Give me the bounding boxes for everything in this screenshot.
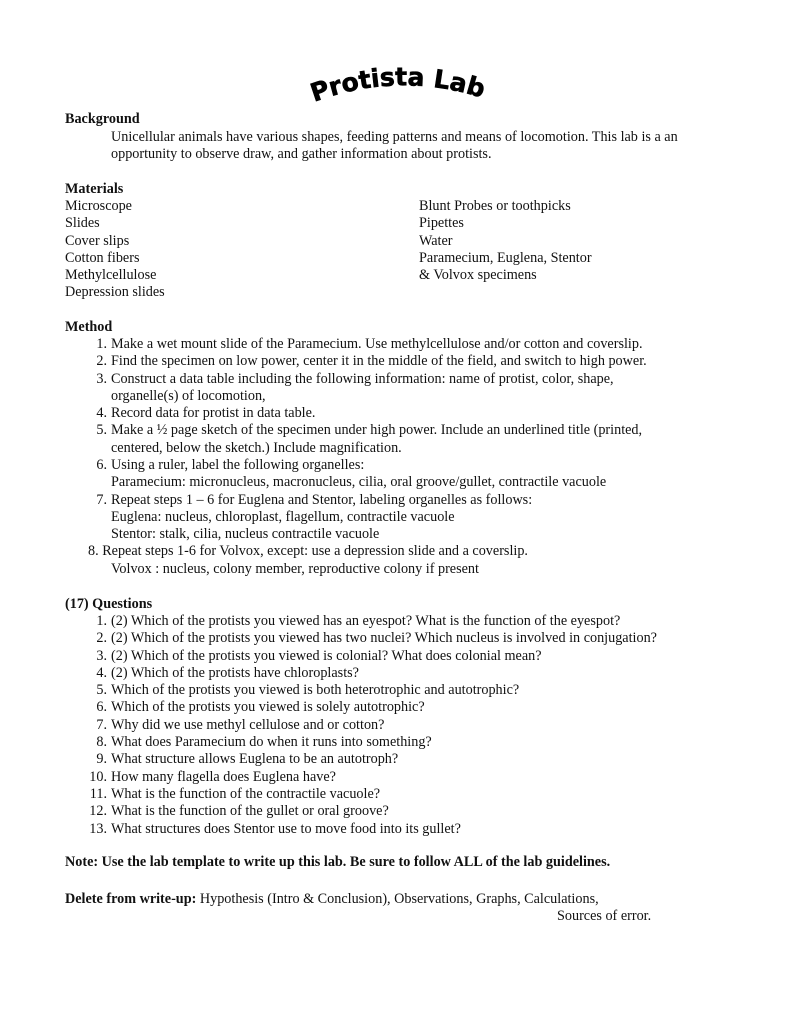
materials-left-list bbox=[65, 198, 165, 302]
background-heading: Background bbox=[65, 111, 140, 127]
material-item: Paramecium, Euglena, Stentor bbox=[419, 249, 592, 266]
question-number: 3. bbox=[96, 647, 107, 664]
material-item: & Volvox specimens bbox=[419, 267, 537, 284]
method-heading: Method bbox=[65, 319, 113, 335]
question-item bbox=[89, 820, 657, 838]
step-number: 5. bbox=[96, 422, 107, 439]
title-text: Protista Lab bbox=[306, 62, 489, 108]
question-item bbox=[96, 630, 657, 647]
question-item bbox=[96, 734, 657, 751]
step-number: 6. bbox=[96, 457, 107, 474]
step-text: Stentor: stalk, cilia, nucleus contractile vacuole bbox=[111, 526, 380, 543]
delete-text: Hypothesis (Intro & Conclusion), Observations, Graphs, Calculations, bbox=[199, 891, 599, 907]
question-number: 10. bbox=[89, 768, 107, 785]
questions-list bbox=[89, 613, 657, 838]
step-number: 3. bbox=[96, 370, 107, 387]
background-text: Unicellular animals have various shapes, feeding patterns and means of locomotion. This lab is a an opportunity to observe draw, and gather information about protists. bbox=[111, 129, 678, 163]
method-step bbox=[96, 336, 647, 353]
question-number: 13. bbox=[89, 820, 107, 837]
question-item bbox=[89, 768, 657, 786]
question-number: 8. bbox=[96, 734, 107, 751]
page-title bbox=[306, 62, 489, 108]
question-text: Why did we use methyl cellulose and or cotton? bbox=[111, 716, 385, 733]
material-item: Cotton fibers bbox=[65, 249, 140, 266]
question-text: How many flagella does Euglena have? bbox=[111, 768, 336, 785]
question-item bbox=[96, 647, 657, 665]
step-text: centered, below the sketch.) Include magnification. bbox=[111, 439, 402, 456]
material-item: Blunt Probes or toothpicks bbox=[419, 198, 571, 214]
materials-right-list bbox=[419, 198, 592, 284]
method-steps bbox=[96, 336, 647, 544]
material-item: Depression slides bbox=[65, 284, 165, 301]
method-step bbox=[96, 457, 647, 492]
material-item: Microscope bbox=[65, 198, 132, 214]
question-text: Which of the protists you viewed is both heterotrophic and autotrophic? bbox=[111, 682, 520, 699]
step-text: Construct a data table including the following information: name of protist, color, shape, bbox=[111, 370, 614, 387]
method-step bbox=[96, 370, 647, 406]
question-item bbox=[89, 785, 657, 803]
questions-heading: (17) Questions bbox=[65, 596, 153, 612]
question-text: What structure allows Euglena to be an autotroph? bbox=[111, 751, 399, 768]
question-item bbox=[96, 716, 657, 734]
note-text: Note: Use the lab template to write up this lab. Be sure to follow ALL of the lab guidelines. bbox=[65, 854, 611, 870]
question-item bbox=[96, 613, 657, 630]
material-item: Water bbox=[419, 232, 453, 249]
method-step bbox=[96, 422, 647, 457]
step-text: Using a ruler, label the following organelles: bbox=[111, 457, 365, 474]
question-text: What is the function of the contractile vacuole? bbox=[111, 785, 381, 802]
question-number: 9. bbox=[96, 751, 107, 768]
step-number: 4. bbox=[96, 405, 107, 422]
delete-line bbox=[65, 891, 599, 908]
step-text: Make a ½ page sketch of the specimen under high power. Include an underlined title (printed, bbox=[111, 422, 643, 439]
question-item bbox=[96, 682, 657, 699]
question-text: (2) Which of the protists you viewed has two nuclei? Which nucleus is involved in conjugation? bbox=[111, 630, 657, 647]
question-number: 5. bbox=[96, 682, 107, 699]
method-step-8-detail: Volvox : nucleus, colony member, reproductive colony if present bbox=[111, 561, 479, 577]
question-number: 11. bbox=[89, 785, 107, 802]
question-text: (2) Which of the protists you viewed is colonial? What does colonial mean? bbox=[111, 647, 542, 664]
question-text: What is the function of the gullet or oral groove? bbox=[111, 803, 389, 820]
question-number: 12. bbox=[89, 803, 107, 820]
title-wordart bbox=[306, 62, 489, 108]
question-text: What structures does Stentor use to move food into its gullet? bbox=[111, 820, 461, 837]
method-step-8: 8. Repeat steps 1-6 for Volvox, except: use a depression slide and a coverslip. bbox=[88, 543, 528, 559]
material-item: Cover slips bbox=[65, 232, 130, 249]
question-text: (2) Which of the protists you viewed has an eyespot? What is the function of the eyespot? bbox=[111, 613, 621, 629]
question-text: What does Paramecium do when it runs into something? bbox=[111, 734, 432, 751]
question-item bbox=[89, 803, 657, 820]
question-number: 6. bbox=[96, 699, 107, 716]
question-item bbox=[96, 699, 657, 716]
step-text: organelle(s) of locomotion, bbox=[111, 387, 266, 404]
method-step bbox=[96, 491, 647, 544]
step-number: 7. bbox=[96, 491, 107, 508]
question-number: 7. bbox=[96, 716, 107, 733]
material-item: Pipettes bbox=[419, 215, 464, 232]
step-text: Make a wet mount slide of the Paramecium. Use methylcellulose and/or cotton and coverslip. bbox=[111, 336, 643, 352]
step-text: Repeat steps 1 – 6 for Euglena and Stentor, labeling organelles as follows: bbox=[111, 491, 533, 508]
method-step bbox=[96, 353, 647, 370]
step-text: Euglena: nucleus, chloroplast, flagellum, contractile vacuole bbox=[111, 508, 455, 525]
question-number: 1. bbox=[96, 613, 107, 629]
step-number: 1. bbox=[96, 336, 107, 352]
step-text: Find the specimen on low power, center it in the middle of the field, and switch to high power. bbox=[111, 353, 647, 370]
material-item: Methylcellulose bbox=[65, 267, 157, 284]
delete-text-continued: Sources of error. bbox=[557, 908, 652, 924]
step-text: Record data for protist in data table. bbox=[111, 405, 316, 422]
delete-label: Delete from write-up: bbox=[65, 891, 197, 907]
question-number: 2. bbox=[96, 630, 107, 647]
method-step bbox=[96, 405, 647, 422]
question-text: (2) Which of the protists have chloroplasts? bbox=[111, 664, 359, 681]
material-item: Slides bbox=[65, 215, 100, 232]
question-item bbox=[96, 751, 657, 768]
step-number: 2. bbox=[96, 353, 107, 370]
question-text: Which of the protists you viewed is solely autotrophic? bbox=[111, 699, 425, 716]
step-text: Paramecium: micronucleus, macronucleus, cilia, oral groove/gullet, contractile vacuole bbox=[111, 474, 607, 491]
materials-heading: Materials bbox=[65, 181, 124, 197]
question-number: 4. bbox=[96, 664, 107, 681]
question-item bbox=[96, 664, 657, 682]
